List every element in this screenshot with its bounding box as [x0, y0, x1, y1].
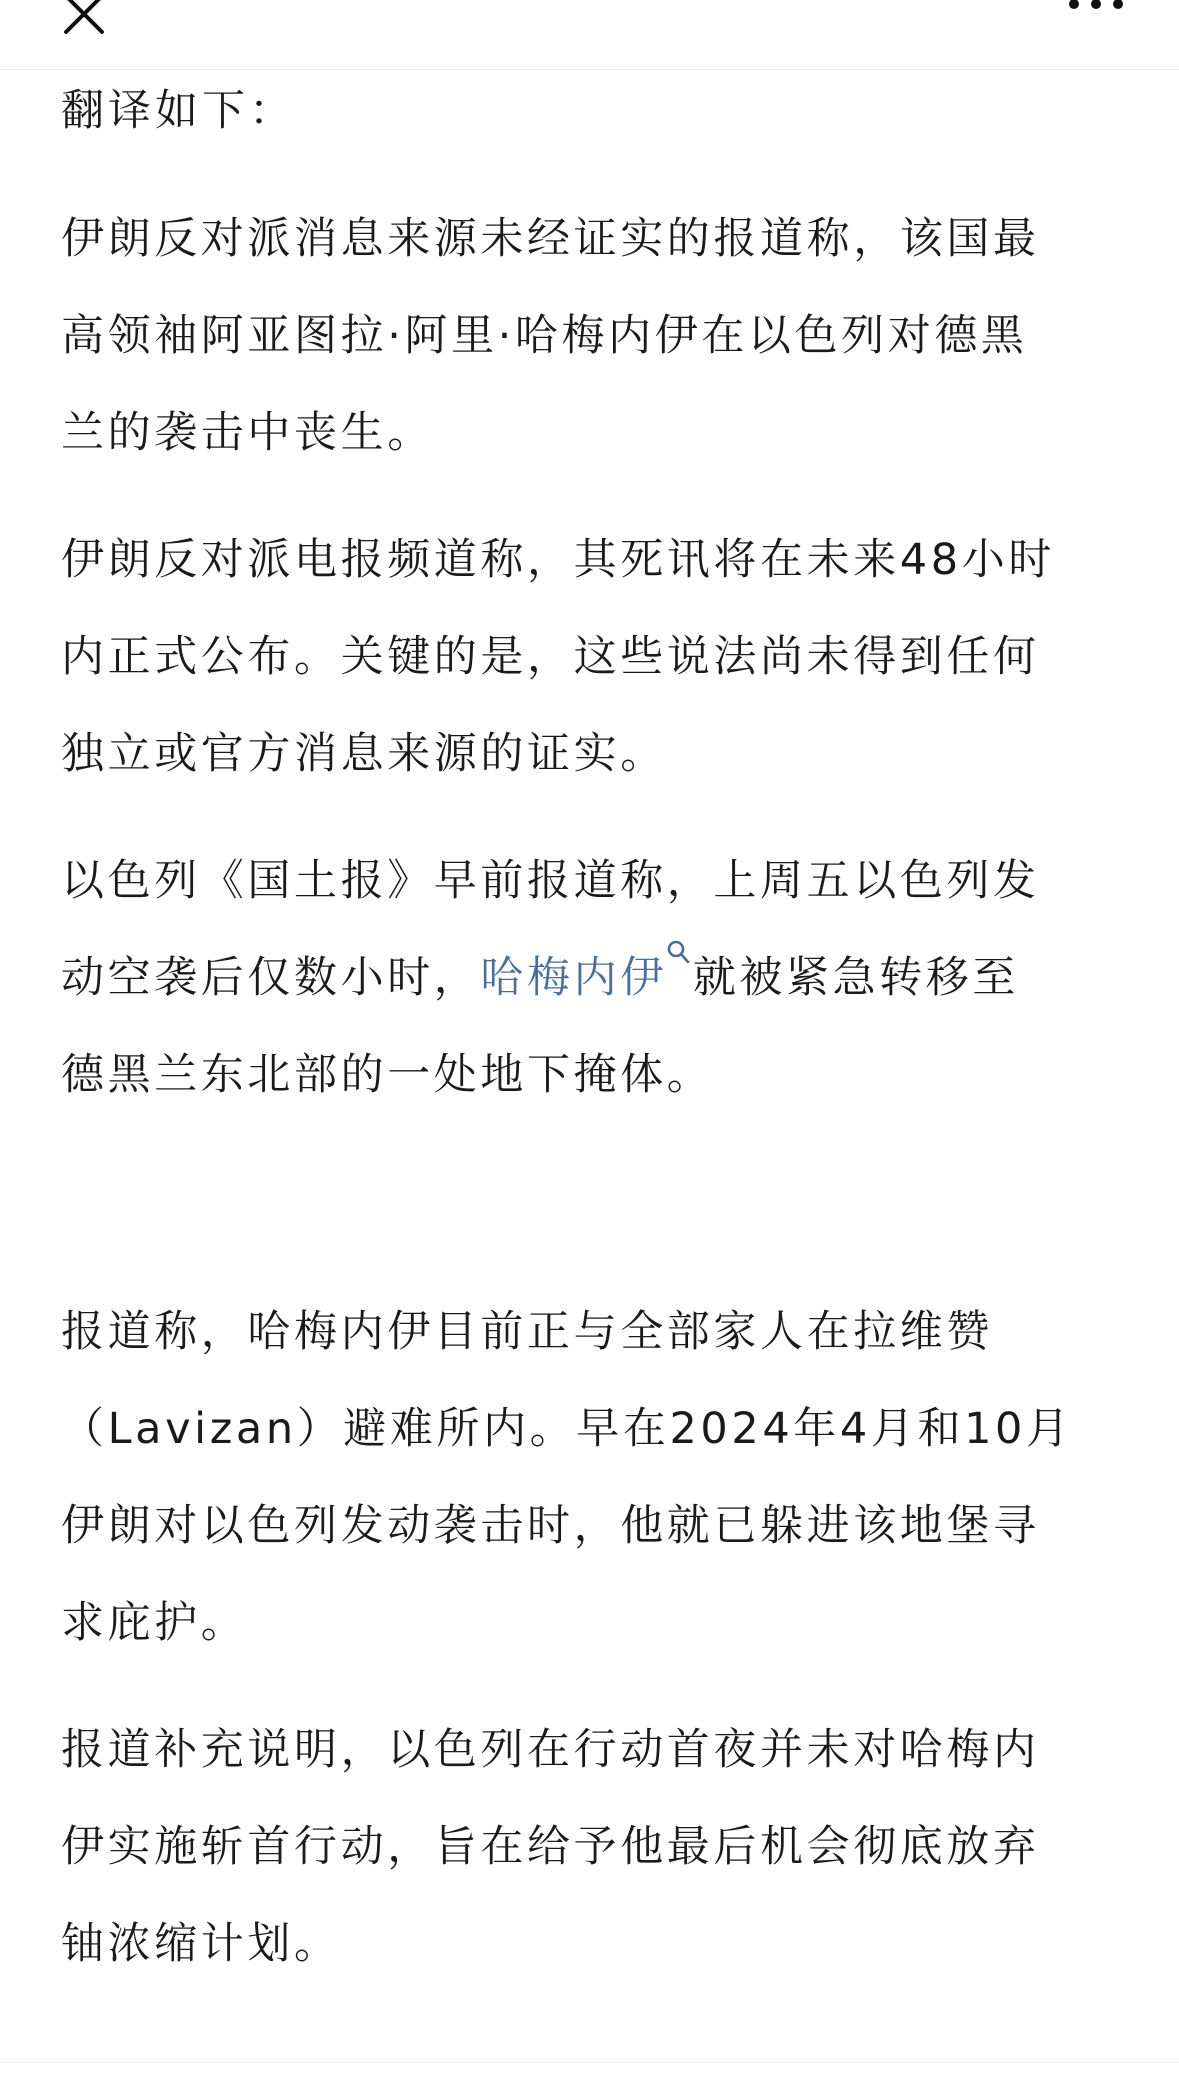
close-icon[interactable] — [60, 0, 108, 38]
article-body — [61, 80, 1121, 1993]
paragraph-line: 兰的袭击中丧生。 — [61, 408, 434, 458]
article-paragraph-2 — [61, 512, 1121, 803]
paragraph-text: 动空袭后仅数小时， — [61, 953, 481, 1003]
article-paragraph-4 — [61, 1284, 1121, 1672]
paragraph-line: 内正式公布。关键的是，这些说法尚未得到任何 — [61, 632, 1040, 682]
paragraph-line: 德黑兰东北部的一处地下掩体。 — [61, 1050, 714, 1100]
bottom-divider — [0, 2062, 1179, 2063]
paragraph-line: 伊实施斩首行动，旨在给予他最后机会彻底放弃 — [61, 1822, 1040, 1872]
paragraph-line: 报道补充说明，以色列在行动首夜并未对哈梅内 — [61, 1725, 1040, 1775]
paragraph-line: 伊朗反对派电报频道称，其死讯将在未来48小时 — [61, 535, 1055, 585]
paragraph-line: 报道称，哈梅内伊目前正与全部家人在拉维赞 — [61, 1307, 993, 1357]
paragraph-line: 独立或官方消息来源的证实。 — [61, 729, 667, 779]
paragraph-text: 就被紧急转移至 — [692, 953, 1020, 1003]
search-icon[interactable] — [665, 938, 691, 968]
paragraph-line: 求庇护。 — [61, 1598, 248, 1648]
article-paragraph-1 — [61, 191, 1121, 482]
paragraph-line: 高领袖阿亚图拉·阿里·哈梅内伊在以色列对德黑 — [61, 311, 1028, 361]
top-toolbar — [0, 0, 1179, 70]
article-paragraph-3 — [61, 833, 1121, 1124]
article-paragraph-5 — [61, 1702, 1121, 1993]
paragraph-line: 以色列《国土报》早前报道称，上周五以色列发 — [61, 856, 1040, 906]
search-link-khamenei[interactable]: 哈梅内伊 — [480, 953, 667, 1003]
article-heading: 翻译如下： — [61, 86, 296, 136]
paragraph-line: 伊朗对以色列发动袭击时，他就已躲进该地堡寻 — [61, 1501, 1040, 1551]
more-horizontal-icon[interactable] — [1066, 0, 1126, 16]
paragraph-line: （Lavizan）避难所内。早在2024年4月和10月 — [61, 1404, 1073, 1454]
paragraph-line: 伊朗反对派消息来源未经证实的报道称，该国最 — [61, 214, 1040, 264]
paragraph-line: 铀浓缩计划。 — [61, 1919, 341, 1969]
